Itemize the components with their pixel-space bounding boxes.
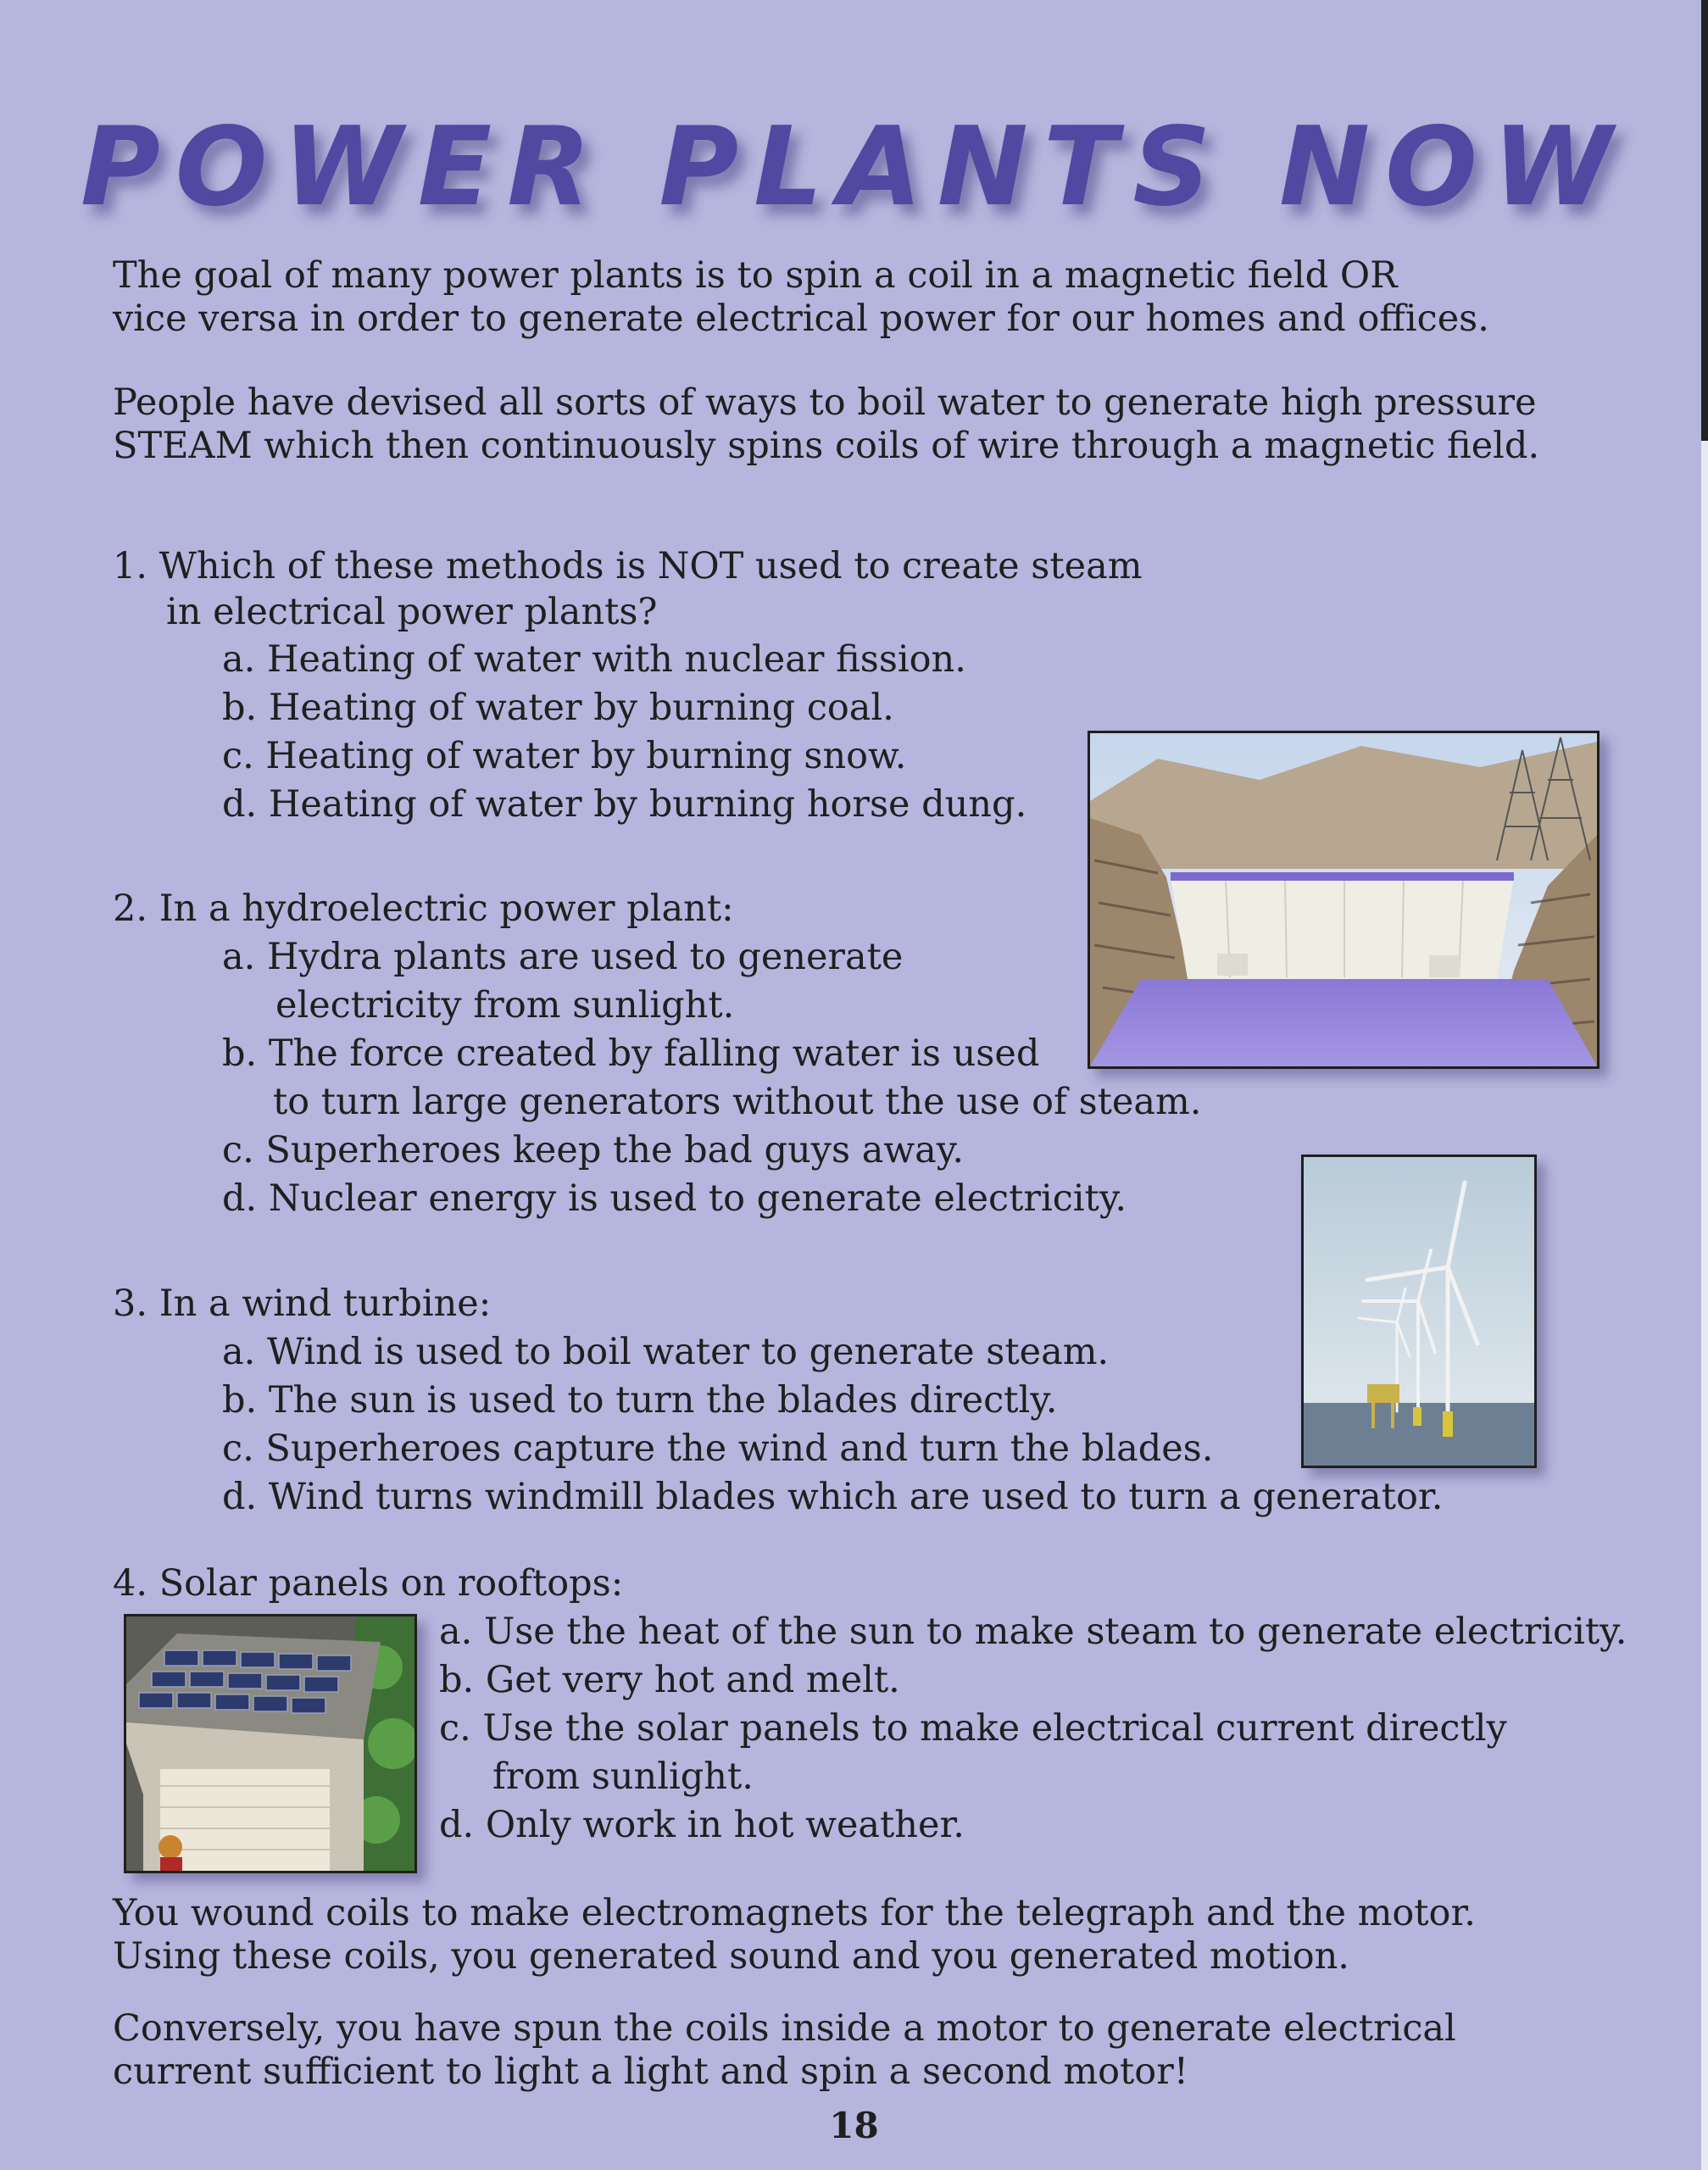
question-4: 4. Solar panels on rooftops: <box>113 1562 624 1605</box>
question-4-option-a: a. Use the heat of the sun to make steam to generate electricity. <box>439 1611 1627 1653</box>
question-1: 1. Which of these methods is NOT used to create steam <box>113 545 1143 587</box>
question-3-option-c: c. Superheroes capture the wind and turn the blades. <box>222 1427 1214 1470</box>
intro-line-4: STEAM which then continuously spins coils of wire through a magnetic field. <box>113 425 1540 467</box>
outro-line-1: You wound coils to make electromagnets for the telegraph and the motor. <box>113 1892 1476 1934</box>
question-1-option-c: c. Heating of water by burning snow. <box>222 735 907 777</box>
wind-turbine-image <box>1301 1155 1537 1468</box>
intro-line-3: People have devised all sorts of ways to boil water to generate high pressure <box>113 381 1537 424</box>
question-1-option-d: d. Heating of water by burning horse dung. <box>222 783 1027 826</box>
question-4-option-b: b. Get very hot and melt. <box>439 1659 900 1701</box>
question-2-option-d: d. Nuclear energy is used to generate electricity. <box>222 1177 1127 1220</box>
question-1-option-a: a. Heating of water with nuclear fission. <box>222 638 966 681</box>
question-2-option-b: b. The force created by falling water is used <box>222 1032 1040 1075</box>
page-edge <box>1701 441 1708 2170</box>
question-2-option-c: c. Superheroes keep the bad guys away. <box>222 1129 965 1171</box>
question-1-option-b: b. Heating of water by burning coal. <box>222 687 894 729</box>
page-number: 18 <box>829 2105 879 2146</box>
outro-line-4: current sufficient to light a light and spin a second motor! <box>113 2050 1189 2093</box>
solar-panel-roof-image <box>124 1614 417 1873</box>
question-4-option-c-cont: from sunlight. <box>492 1755 754 1798</box>
question-3: 3. In a wind turbine: <box>113 1283 492 1325</box>
question-2: 2. In a hydroelectric power plant: <box>113 887 734 930</box>
question-2-option-b-cont: to turn large generators without the use of steam. <box>273 1081 1202 1123</box>
question-1-cont: in electrical power plants? <box>166 591 658 633</box>
intro-line-1: The goal of many power plants is to spin a coil in a magnetic field OR <box>113 254 1398 297</box>
question-2-option-a: a. Hydra plants are used to generate <box>222 936 904 978</box>
question-3-option-d: d. Wind turns windmill blades which are used to turn a generator. <box>222 1476 1444 1518</box>
question-4-option-c: c. Use the solar panels to make electrical current directly <box>439 1707 1507 1750</box>
question-3-option-a: a. Wind is used to boil water to generate steam. <box>222 1331 1110 1373</box>
page-title: POWER PLANTS NOW <box>80 104 1628 231</box>
question-2-option-a-cont: electricity from sunlight. <box>275 984 735 1027</box>
outro-line-3: Conversely, you have spun the coils inside a motor to generate electrical <box>113 2007 1456 2050</box>
question-4-option-d: d. Only work in hot weather. <box>439 1804 965 1846</box>
intro-line-2: vice versa in order to generate electrical power for our homes and offices. <box>113 298 1489 340</box>
hydroelectric-dam-image <box>1088 731 1600 1069</box>
question-3-option-b: b. The sun is used to turn the blades directly. <box>222 1379 1058 1422</box>
outro-line-2: Using these coils, you generated sound and you generated motion. <box>113 1935 1349 1978</box>
